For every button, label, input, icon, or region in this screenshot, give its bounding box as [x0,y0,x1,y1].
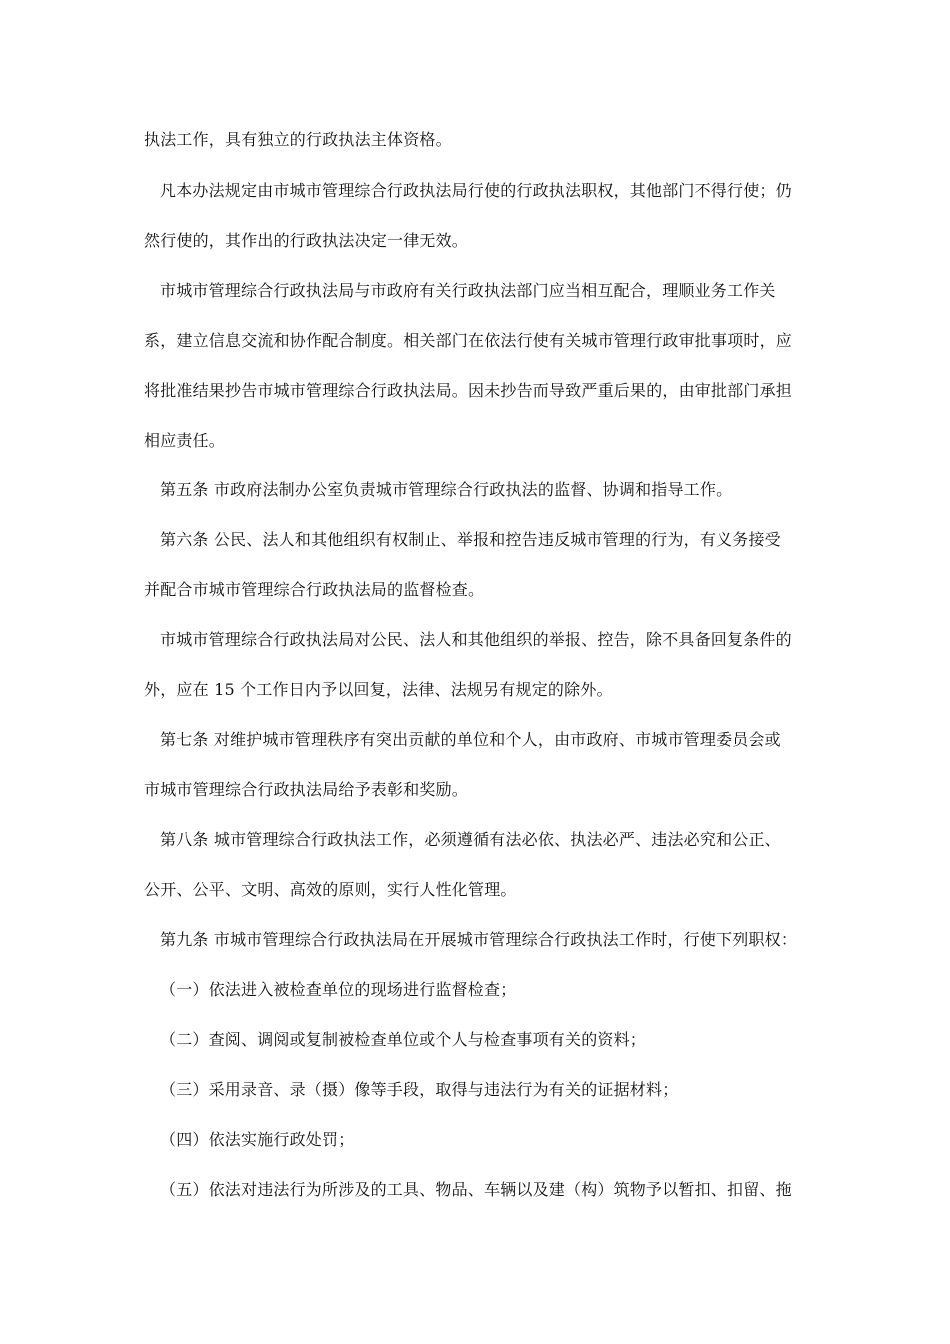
text-line: 公开、公平、文明、高效的原则，实行人性化管理。 [144,880,517,899]
text-line: （一）依法进入被检查单位的现场进行监督检查； [160,980,517,999]
text-line: （三）采用录音、录（摄）像等手段，取得与违法行为有关的证据材料； [160,1080,679,1099]
text-line: 第五条 市政府法制办公室负责城市管理综合行政执法的监督、协调和指导工作。 [160,480,733,499]
text-line: 执法工作，具有独立的行政执法主体资格。 [144,130,452,149]
text-line: 市城市管理综合行政执法局给予表彰和奖励。 [144,780,469,799]
text-line: 并配合市城市管理综合行政执法局的监督检查。 [144,580,485,599]
text-line: （二）查阅、调阅或复制被检查单位或个人与检查事项有关的资料； [160,1030,647,1049]
text-line: 第九条 市城市管理综合行政执法局在开展城市管理综合行政执法工作时，行使下列职权： [160,930,798,949]
text-line: 然行使的，其作出的行政执法决定一律无效。 [144,231,469,250]
text-line: （五）依法对违法行为所涉及的工具、物品、车辆以及建（构）筑物予以暂扣、扣留、拖 [160,1180,792,1199]
text-line: 相应责任。 [144,431,226,450]
text-line: 第六条 公民、法人和其他组织有权制止、举报和控告违反城市管理的行为，有义务接受 [160,530,781,549]
text-line: 外，应在 15 个工作日内予以回复，法律、法规另有规定的除外。 [144,680,613,699]
text-line: 第七条 对维护城市管理秩序有突出贡献的单位和个人，由市政府、市城市管理委员会或 [160,730,781,749]
text-line: 第八条 城市管理综合行政执法工作，必须遵循有法必依、执法必严、违法必究和公正、 [160,830,781,849]
text-line: 市城市管理综合行政执法局对公民、法人和其他组织的举报、控告，除不具备回复条件的 [160,630,792,649]
text-line: （四）依法实施行政处罚； [160,1130,355,1149]
text-line: 市城市管理综合行政执法局与市政府有关行政执法部门应当相互配合，理顺业务工作关 [160,281,776,300]
text-line: 将批准结果抄告市城市管理综合行政执法局。因未抄告而导致严重后果的，由审批部门承担 [144,381,793,400]
text-line: 凡本办法规定由市城市管理综合行政执法局行使的行政执法职权，其他部门不得行使；仍 [160,181,792,200]
text-line: 系，建立信息交流和协作配合制度。相关部门在依法行使有关城市管理行政审批事项时，应 [144,331,793,350]
